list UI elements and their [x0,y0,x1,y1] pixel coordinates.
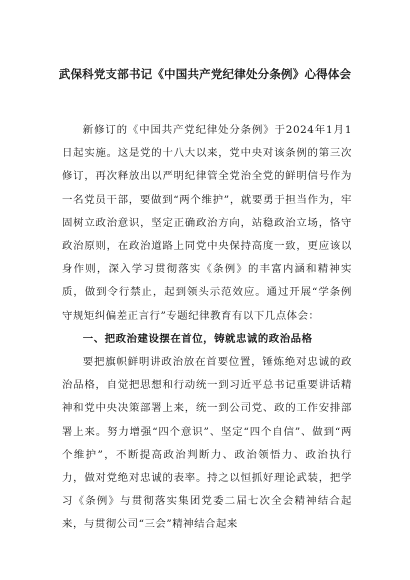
section-paragraph: 要把旗帜鲜明讲政治放在首要位置，锤炼绝对忠诚的政治品格，自觉把思想和行动统一到习近平总书记重要讲话精神和党中央决策部署上来，统一到公司党、政的工作安排部署上来。努力增强“四个意识”、坚定“四个自信”、做到“两个维护”，不断提高政治判断力、政治领悟力、政治执行力，做对党绝对忠诚的表率。持之以恒抓好理论武装，把学习《条例》与贯彻落实集团党委二届七次全会精神结合起来，与贯彻公司“三会”精神结合起来 [62,356,352,531]
document-body [62,119,352,537]
intro-paragraph: 新修订的《中国共产党纪律处分条例》于2024年1月1日起实施。这是党的十八大以来，党中央对该条例的第三次修订，再次释放出以严明纪律管全党治全党的鲜明信号作为一名党员干部，要做到“两个维护”，就要勇于担当作为，牢固树立政治意识，坚定正确政治方向，站稳政治立场，恪守政治原则，在政治道路上同党中央保持高度一致，更应该以身作则，深入学习贯彻落实《条例》的丰富内涵和精神实质，做到令行禁止，起到领头示范效应。通过开展“学条例守规矩纠偏差正言行”专题纪律教育有以下几点体会： [62,124,352,322]
document-title: 武保科党支部书记《中国共产党纪律处分条例》心得体会 [58,67,352,81]
section-heading: 一、把政治建设摆在首位，铸就忠诚的政治品格 [82,332,313,345]
